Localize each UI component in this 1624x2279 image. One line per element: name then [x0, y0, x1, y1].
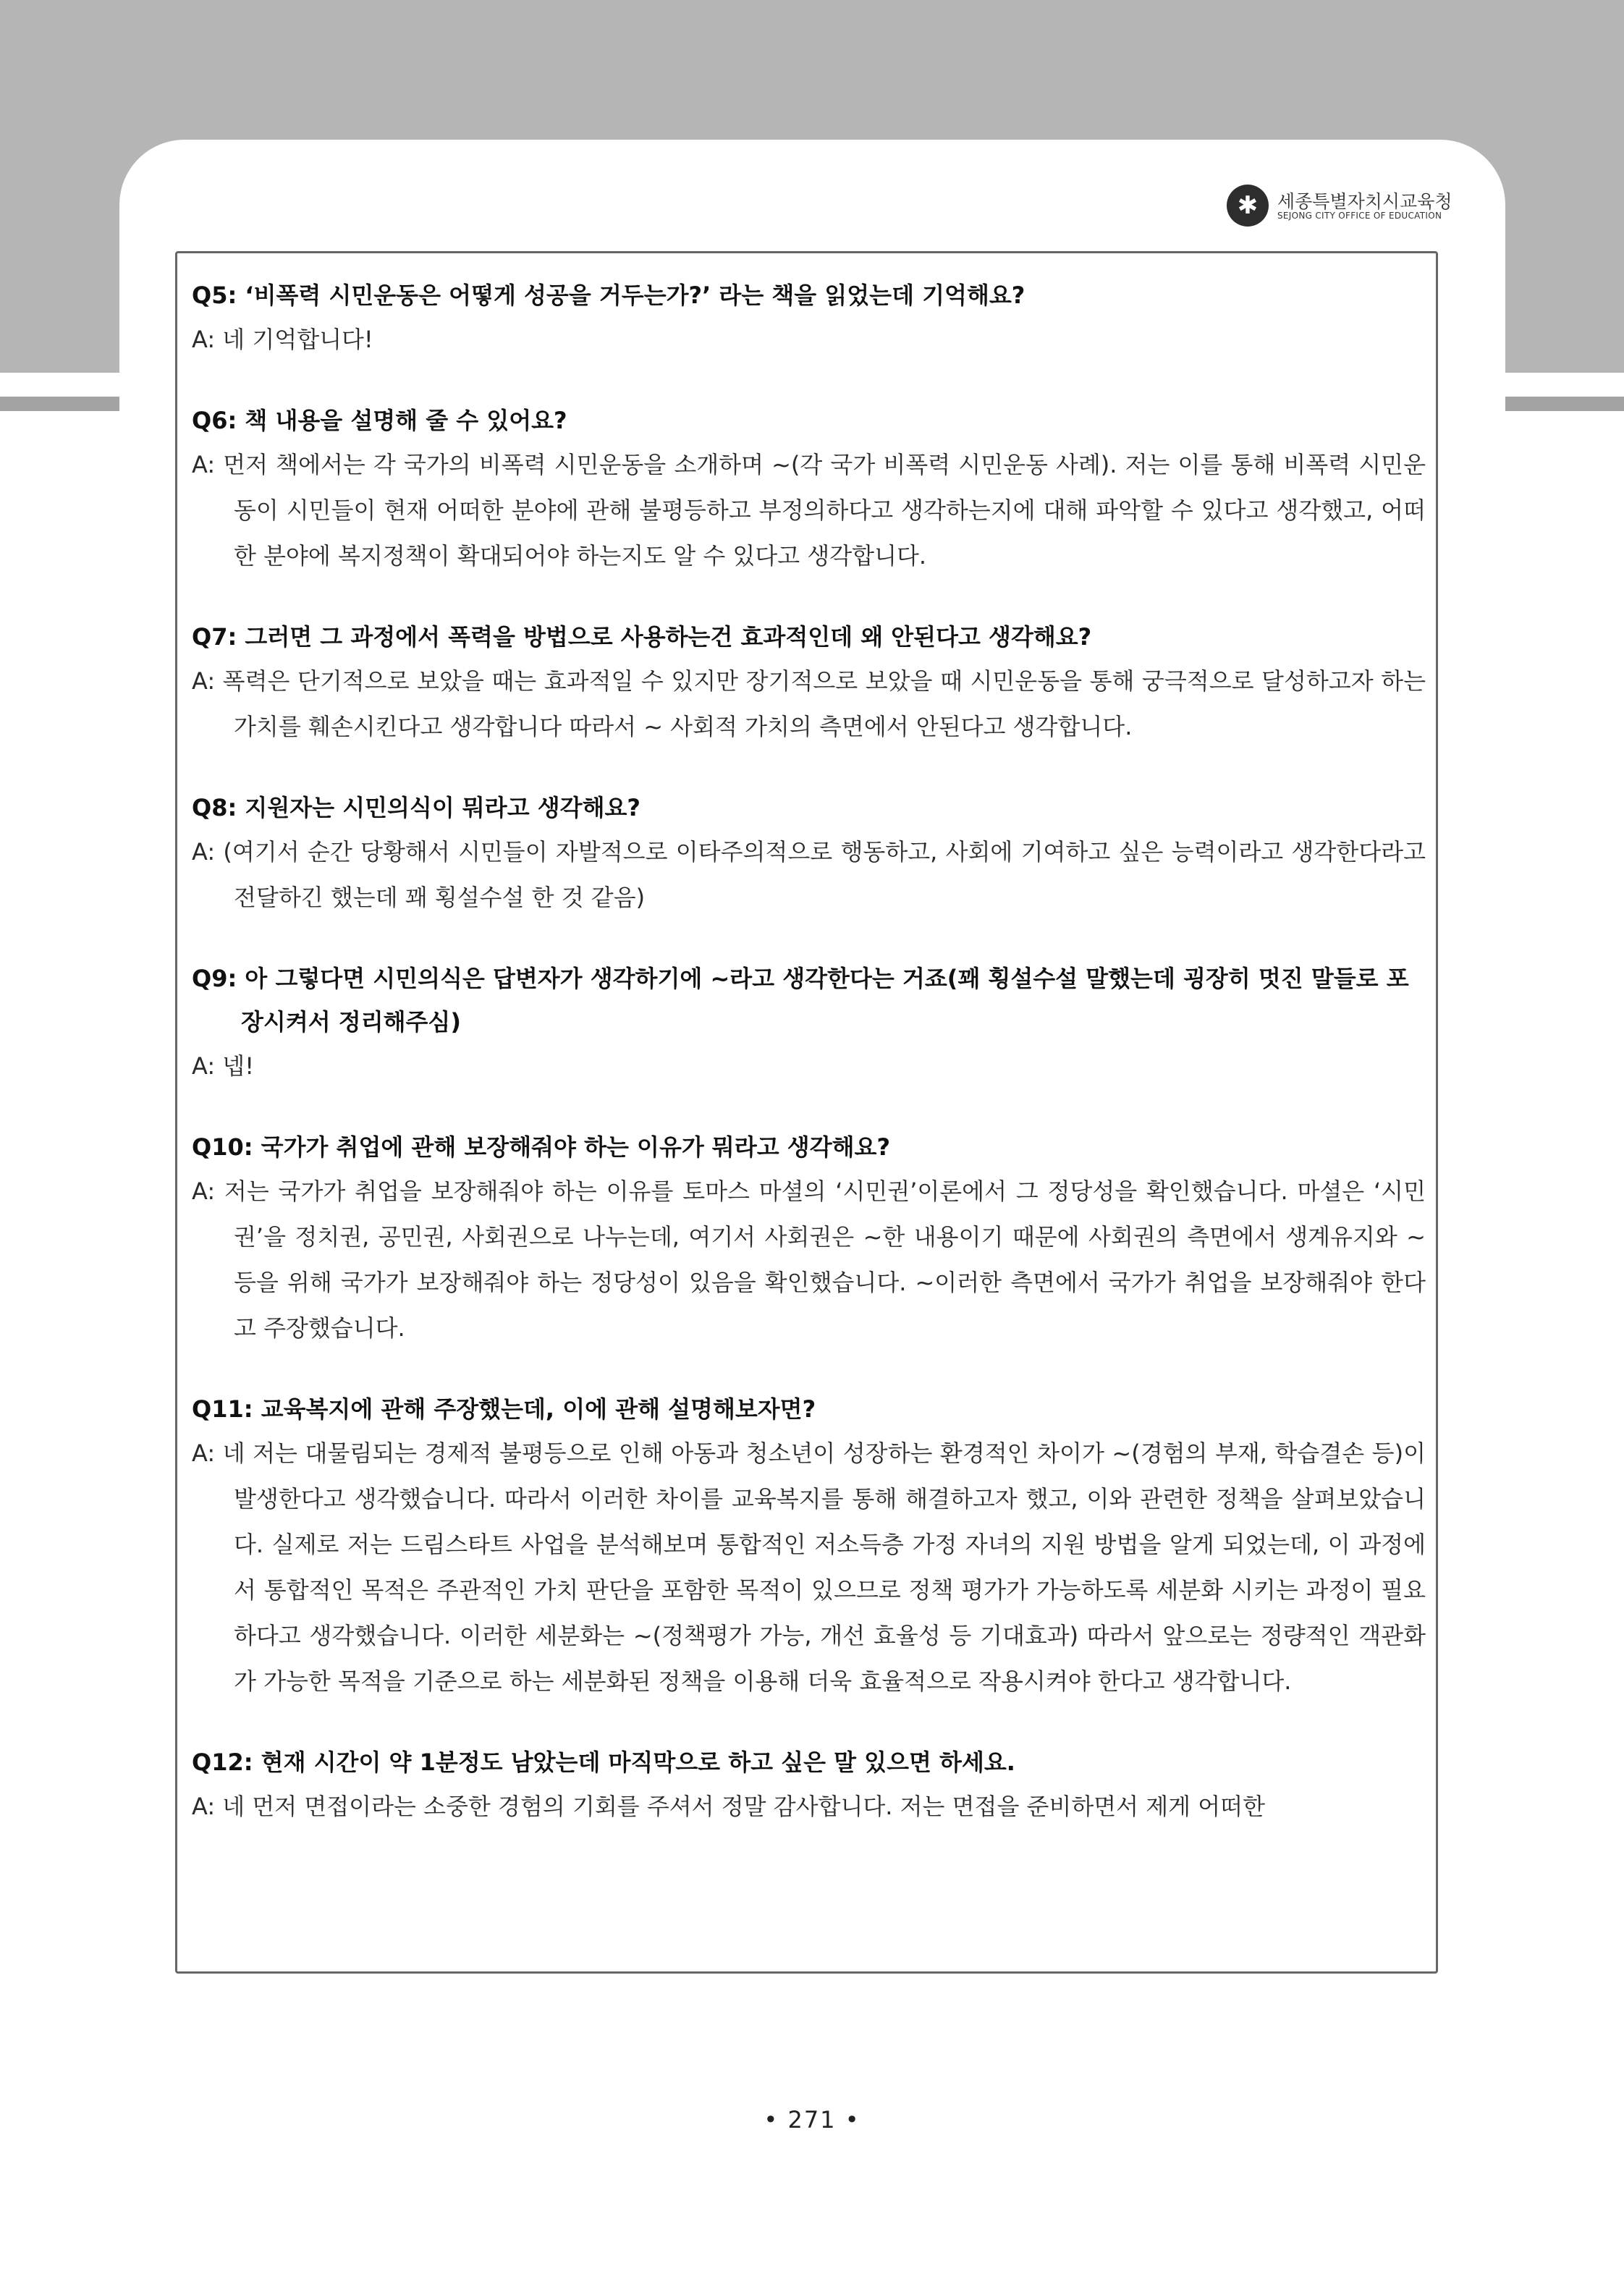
qa-item-q11: [192, 1387, 1426, 1704]
question: Q11: 교육복지에 관해 주장했는데, 이에 관해 설명해보자면?: [192, 1395, 816, 1423]
answer: A: 폭력은 단기적으로 보았을 때는 효과적일 수 있지만 장기적으로 보았을 때 시민운동을 통해 궁극적으로 달성하고자 하는 가치를 훼손시킨다고 생각합니다 따라서 ~ 사회적 가치의 측면에서 안된다고 생각합니다.: [192, 667, 1426, 740]
answer: A: 네 먼저 면접이라는 소중한 경험의 기회를 주셔서 정말 감사합니다. 저는 면접을 준비하면서 제게 어떠한: [192, 1793, 1265, 1820]
org-name: 세종특별자치시교육청: [1277, 191, 1452, 212]
question: Q12: 현재 시간이 약 1분정도 남았는데 마직막으로 하고 싶은 말 있으면 하세요.: [192, 1749, 1015, 1776]
question: Q7: 그러면 그 과정에서 폭력을 방법으로 사용하는건 효과적인데 왜 안된다고 생각해요?: [192, 623, 1092, 651]
question: Q8: 지원자는 시민의식이 뭐라고 생각해요?: [192, 794, 640, 821]
answer: A: 네 저는 대물림되는 경제적 불평등으로 인해 아동과 청소년이 성장하는 환경적인 차이가 ~(경험의 부재, 학습결손 등)이 발생한다고 생각했습니다. 따라서 이러한 차이를 교육복지를 통해 해결하고자 했고, 이와 관련한 정책을 살펴보았습니다. 실제로 저는 드림스타트 사업을 분석해보며 통합적인 저소득층 가정 자녀의 지원 방법을 알게 되었는데, 이 과정에서 통합적인 목적은 주관적인 가치 판단을 포함한 목적이 있으므로 정책 평가가 가능하도록 세분화 시키는 과정이 필요하다고 생각했습니다. 이러한 세분화는 ~(정책평가 가능, 개선 효율성 등 기대효과) 따라서 앞으로는 정량적인 객관화가 가능한 목적을 기준으로 하는 세분화된 정책을 이용해 더욱 효율적으로 작용시켜야 한다고 생각합니다.: [192, 1439, 1426, 1695]
qa-item-q5: [192, 274, 1426, 363]
answer: A: 먼저 책에서는 각 국가의 비폭력 시민운동을 소개하며 ~(각 국가 비폭력 시민운동 사례). 저는 이를 통해 비폭력 시민운동이 시민들이 현재 어떠한 분야에 관해 불평등하고 부정의하다고 생각하는지에 대해 파악할 수 있다고 생각했고, 어떠한 분야에 복지정책이 확대되어야 하는지도 알 수 있다고 생각합니다.: [192, 451, 1426, 570]
org-logo: [1227, 185, 1451, 228]
answer: A: (여기서 순간 당황해서 시민들이 자발적으로 이타주의적으로 행동하고, 사회에 기여하고 싶은 능력이라고 생각한다라고 전달하긴 했는데 꽤 횡설수설 한 것 같음): [192, 838, 1426, 911]
question: Q6: 책 내용을 설명해 줄 수 있어요?: [192, 407, 567, 434]
answer: A: 저는 국가가 취업을 보장해줘야 하는 이유를 토마스 마셜의 ‘시민권’이론에서 그 정당성을 확인했습니다. 마셜은 ‘시민권’을 정치권, 공민권, 사회권으로 나누는데, 여기서 사회권은 ~한 내용이기 때문에 사회권의 측면에서 생계유지와 ~ 등을 위해 국가가 보장해줘야 하는 정당성이 있음을 확인했습니다. ~이러한 측면에서 국가가 취업을 보장해줘야 한다고 주장했습니다.: [192, 1177, 1426, 1342]
right-accent-strip: [1505, 397, 1624, 411]
org-name-en: SEJONG CITY OFFICE OF EDUCATION: [1277, 211, 1442, 221]
sejong-emblem-icon: ✱: [1227, 185, 1269, 227]
left-accent-strip: [0, 397, 119, 411]
qa-item-q9: [192, 957, 1426, 1089]
qa-item-q7: [192, 615, 1426, 750]
qa-item-q8: [192, 786, 1426, 921]
qa-item-q12: [192, 1741, 1426, 1830]
interview-qa-list: [192, 274, 1426, 1866]
question: Q10: 국가가 취업에 관해 보장해줘야 하는 이유가 뭐라고 생각해요?: [192, 1133, 891, 1161]
answer: A: 네 기억합니다!: [192, 326, 373, 353]
question: Q5: ‘비폭력 시민운동은 어떻게 성공을 거두는가?’ 라는 책을 읽었는데 기억해요?: [192, 282, 1025, 309]
qa-item-q10: [192, 1125, 1426, 1351]
page-number: • 271 •: [764, 2106, 860, 2134]
qa-item-q6: [192, 399, 1426, 579]
answer: A: 넵!: [192, 1052, 255, 1080]
question: Q9: 아 그렇다면 시민의식은 답변자가 생각하기에 ~라고 생각한다는 거죠(꽤 횡설수설 말했는데 굉장히 멋진 말들로 포장시켜서 정리해주심): [192, 965, 1409, 1036]
